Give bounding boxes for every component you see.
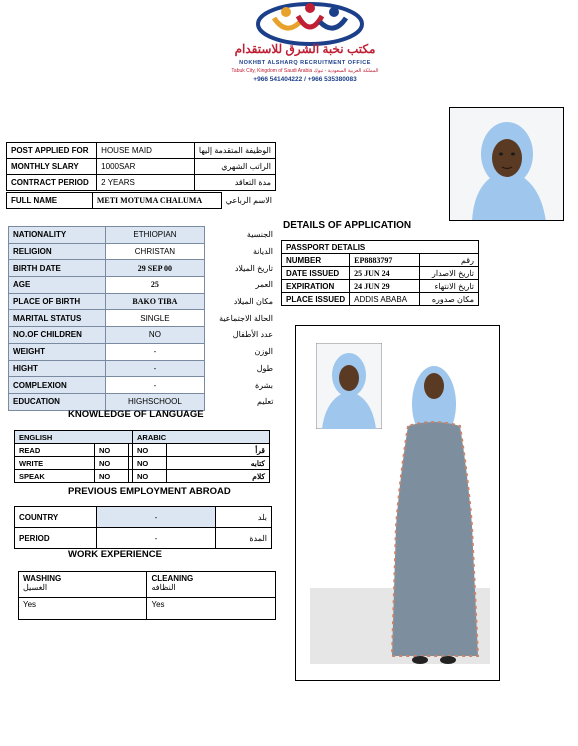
contract-label: CONTRACT PERIOD [7,175,97,191]
table-row [15,457,270,470]
write-english: NO [95,457,129,470]
table-row [15,528,272,549]
read-arabic: NO [133,444,167,457]
write-arabic: NO [133,457,167,470]
religion-value: CHRISTAN [105,243,204,260]
cleaning-cell [147,572,276,598]
cleaning-label: CLEANING [151,574,194,583]
table-row [9,393,278,410]
washing-label-ar: الغسيل [23,583,48,592]
company-name-arabic: مكتب نخبة الشرق للاستقدام [234,42,376,56]
birthplace-value: BAKO TIBA [105,293,204,310]
english-header: ENGLISH [15,431,133,444]
table-row [282,293,479,306]
religion-label-ar: الديانة [252,247,273,257]
company-phones: +966 541404222 / +966 535380083 [253,76,357,83]
date-issued-label: DATE ISSUED [282,267,350,280]
small-portrait-icon [316,343,382,429]
nationality-value: ETHIOPIAN [105,227,204,244]
table-row [282,254,479,267]
table-row [15,470,270,483]
washing-value: Yes [19,598,147,620]
education-label: EDUCATION [9,393,106,410]
children-label: NO.OF CHILDREN [9,327,106,344]
fullname-value: METI MOTUMA CHALUMA [92,193,221,209]
cleaning-label-ar: النظافه [151,583,176,592]
table-row [9,360,278,377]
work-experience-table [18,571,276,620]
date-issued-label-ar: تاريخ الاصدار [420,267,479,280]
date-issued-value: 25 JUN 24 [350,267,420,280]
read-english: NO [95,444,129,457]
passport-table [281,240,479,306]
table-row [9,310,278,327]
table-row [9,377,278,394]
complexion-value: - [105,377,204,394]
period-value: - [96,528,215,549]
passport-number-label-ar: رقم [420,254,479,267]
religion-label: RELIGION [9,243,106,260]
education-value: HIGHSCHOOL [105,393,204,410]
post-label-ar: الوظيفة المتقدمة إليها [194,143,275,159]
details-heading: DETAILS OF APPLICATION [283,220,412,231]
place-issued-label: PLACE ISSUED [282,293,350,306]
speak-label-ar: كلام [167,470,270,483]
post-label: POST APPLIED FOR [7,143,97,159]
children-label-ar: عدد الأطفال [232,330,273,340]
company-location: Tabuk City, Kingdom of Saudi Arabia المملكة العربية السعودية - تبوك [231,68,379,74]
marital-value: SINGLE [105,310,204,327]
place-issued-label-ar: مكان صدوره [420,293,479,306]
passport-number-value: EP8883797 [350,254,420,267]
weight-label-ar: الوزن [254,347,273,357]
children-value: NO [105,327,204,344]
write-label: WRITE [15,457,95,470]
table-row [15,444,270,457]
cleaning-value: Yes [147,598,276,620]
speak-label: SPEAK [15,470,95,483]
passport-title: PASSPORT DETALIS [282,241,479,254]
work-experience-heading: WORK EXPERIENCE [68,549,162,560]
washing-cell [19,572,147,598]
salary-value: 1000SAR [97,159,195,175]
birthplace-label-ar: مكان الميلاد [233,297,273,307]
table-row [15,431,270,444]
speak-arabic: NO [133,470,167,483]
fullname-label-ar: الاسم الرباعي [225,196,272,205]
logo-figures-icon [190,2,430,47]
contract-label-ar: مدة التعاقد [194,175,275,191]
age-label: AGE [9,277,106,294]
table-row [19,572,276,598]
table-row [9,343,278,360]
write-label-ar: كتابه [167,457,270,470]
washing-label: WASHING [23,574,62,583]
salary-label: MONTHLY SLARY [7,159,97,175]
table-row [7,175,276,191]
read-label-ar: قرأ [167,444,270,457]
age-label-ar: العمر [255,280,273,290]
weight-label: WEIGHT [9,343,106,360]
table-row [282,280,479,293]
marital-label: MARITAL STATUS [9,310,106,327]
passport-photo [449,107,564,221]
nationality-label-ar: الجنسية [246,230,273,240]
portrait-photo-icon [450,108,564,221]
fullname-label: FULL NAME [7,193,93,209]
country-label-ar: بلد [216,507,272,528]
table-row [7,193,277,209]
salary-label-ar: الراتب الشهري [194,159,275,175]
personal-table [8,226,278,411]
age-value: 25 [105,277,204,294]
height-value: - [105,360,204,377]
fullname-table [6,192,276,209]
expiration-label-ar: تاريخ الانتهاء [420,280,479,293]
read-label: READ [15,444,95,457]
birthdate-label-ar: تاريخ الميلاد [234,263,273,273]
previous-employment-table [14,506,272,549]
post-table [6,142,276,191]
expiration-value: 24 JUN 29 [350,280,420,293]
table-row [282,267,479,280]
table-row [9,243,278,260]
period-label-ar: المدة [216,528,272,549]
passport-number-label: NUMBER [282,254,350,267]
table-row [7,143,276,159]
company-name-english: NOKHBT ALSHARQ RECRUITMENT OFFICE [239,60,371,66]
table-row [9,227,278,244]
period-label: PERIOD [15,528,97,549]
birthdate-value: 29 SEP 00 [105,260,204,277]
weight-value: - [105,343,204,360]
post-value: HOUSE MAID [97,143,195,159]
nationality-label: NATIONALITY [9,227,106,244]
table-row [9,260,278,277]
contract-value: 2 YEARS [97,175,195,191]
expiration-label: EXPIRATION [282,280,350,293]
language-table [14,430,270,483]
language-heading: KNOWLEDGE OF LANGUAGE [68,409,204,420]
place-issued-value: ADDIS ABABA [350,293,420,306]
table-row [7,159,276,175]
height-label-ar: طول [256,363,273,373]
table-row [15,507,272,528]
table-row [9,327,278,344]
complexion-label-ar: بشرة [255,380,273,390]
country-value: - [96,507,215,528]
small-portrait-photo [316,343,382,429]
marital-label-ar: الحالة الاجتماعية [219,313,273,323]
table-row [282,241,479,254]
birthplace-label: PLACE OF BIRTH [9,293,106,310]
education-label-ar: تعليم [257,397,274,407]
previous-employment-heading: PREVIOUS EMPLOYMENT ABROAD [68,486,231,497]
table-row [9,293,278,310]
birthdate-label: BIRTH DATE [9,260,106,277]
arabic-header: ARABIC [133,431,270,444]
table-row [9,277,278,294]
speak-english: NO [95,470,129,483]
country-label: COUNTRY [15,507,97,528]
height-label: HIGHT [9,360,106,377]
table-row [19,598,276,620]
complexion-label: COMPLEXION [9,377,106,394]
